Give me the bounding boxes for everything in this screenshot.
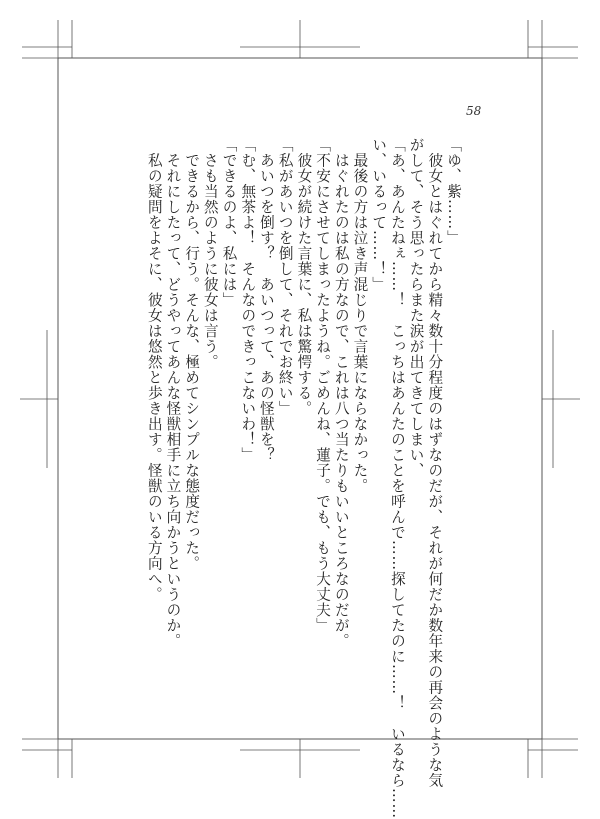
text-line: それにしたって、どうやってあんな怪獣相手に立ち向かうというのか。 bbox=[164, 137, 182, 649]
text-line: 最後の方は泣き声混じりで言葉にならなかった。 bbox=[351, 137, 369, 494]
text-line: あいつを倒す？ あいつって、あの怪獣を？ bbox=[257, 137, 275, 463]
vertical-text-body bbox=[144, 137, 462, 819]
text-line: 「あ、あんたねぇ……！ こっちはあんたのことを呼んで……探してたのに……！ いるなら…… bbox=[388, 137, 406, 819]
text-line: い、いるって……！」 bbox=[370, 137, 388, 292]
text-line: 「む、無茶よ！ そんなのできっこないわ！」 bbox=[239, 137, 257, 463]
text-line: 私の疑問をよそに、彼女は悠然と歩き出す。怪獣のいる方向へ。 bbox=[145, 137, 163, 602]
text-line: 彼女が続けた言葉に、私は驚愕する。 bbox=[295, 137, 313, 416]
text-line: はぐれたのは私の方なので、これは八つ当たりもいいところなのだが。 bbox=[332, 137, 350, 649]
text-line: 彼女とはぐれてから精々数十分程度のはずなのだが、それが何だか数年来の再会のような気 bbox=[426, 137, 444, 788]
text-line: 「私があいつを倒して、それでお終い」 bbox=[276, 137, 294, 416]
text-line: さも当然のように彼女は言う。 bbox=[201, 137, 219, 370]
text-line: 「ゆ、紫……」 bbox=[445, 137, 462, 246]
page-number: 58 bbox=[466, 104, 482, 118]
text-line: 「不安にさせてしまったようね。ごめんね、蓮子。でも、もう大丈夫」 bbox=[314, 137, 332, 633]
text-line: 「できるのよ、私には」 bbox=[220, 137, 238, 308]
text-line: がして、そう思ったらまた涙が出てきてしまい、 bbox=[407, 137, 425, 478]
text-line: できるから、行う。そんな、極めてシンプルな態度だった。 bbox=[183, 137, 201, 571]
